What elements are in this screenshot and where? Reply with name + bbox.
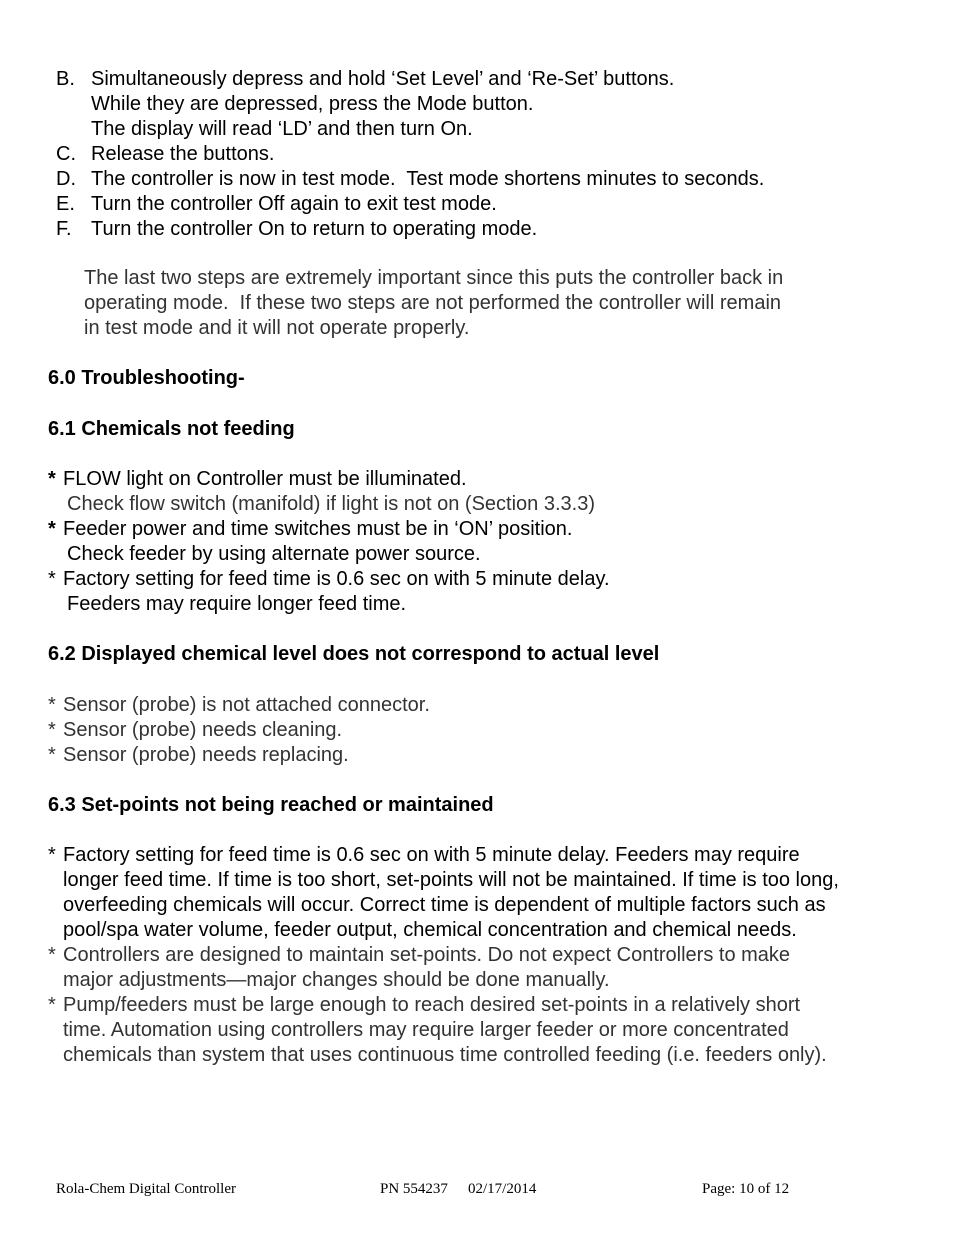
footer-part-number: PN 554237 bbox=[380, 1181, 448, 1197]
step-letter: F. bbox=[56, 218, 72, 240]
item-text: FLOW light on Controller must be illuminated. bbox=[63, 468, 467, 490]
list-item bbox=[48, 843, 928, 943]
bullet-star: * bbox=[48, 468, 56, 490]
item-continuation: Check flow switch (manifold) if light is not on (Section 3.3.3) bbox=[67, 493, 595, 515]
item-line: overfeeding chemicals will occur. Correct time is dependent of multiple factors such as bbox=[63, 894, 826, 916]
step-letter: D. bbox=[56, 168, 76, 190]
step-text: The display will read ‘LD’ and then turn On. bbox=[91, 118, 473, 140]
bullet-star: * bbox=[48, 844, 56, 866]
bullet-star: * bbox=[48, 944, 56, 966]
item-line: pool/spa water volume, feeder output, chemical concentration and chemical needs. bbox=[63, 919, 797, 941]
bullet-star: * bbox=[48, 994, 56, 1016]
step-b bbox=[56, 67, 936, 142]
item-continuation: Feeders may require longer feed time. bbox=[67, 593, 407, 615]
important-note bbox=[84, 266, 884, 341]
note-line: The last two steps are extremely important since this puts the controller back in bbox=[84, 267, 784, 289]
list-item bbox=[48, 743, 928, 768]
list-item bbox=[48, 993, 928, 1068]
step-letter: C. bbox=[56, 143, 76, 165]
item-line: major adjustments—major changes should be done manually. bbox=[63, 969, 610, 991]
list-item bbox=[48, 943, 928, 993]
step-letter: E. bbox=[56, 193, 75, 215]
section-heading-6-3: 6.3 Set-points not being reached or maintained bbox=[48, 794, 494, 816]
bullet-star: * bbox=[48, 568, 56, 590]
step-text: The controller is now in test mode. Test mode shortens minutes to seconds. bbox=[91, 168, 765, 190]
note-line: in test mode and it will not operate properly. bbox=[84, 317, 470, 339]
footer-page-number: Page: 10 of 12 bbox=[702, 1181, 790, 1197]
step-text: Turn the controller On to return to operating mode. bbox=[91, 218, 538, 240]
step-d bbox=[56, 167, 936, 192]
bullet-star: * bbox=[48, 719, 56, 741]
item-text: Feeder power and time switches must be in ‘ON’ position. bbox=[63, 518, 573, 540]
step-text: Simultaneously depress and hold ‘Set Level’ and ‘Re-Set’ buttons. bbox=[91, 68, 675, 90]
list-item bbox=[48, 467, 928, 517]
level-mismatch-list bbox=[48, 693, 928, 768]
list-item bbox=[48, 718, 928, 743]
item-line: time. Automation using controllers may require larger feeder or more concentrated bbox=[63, 1019, 789, 1041]
section-heading-6-0: 6.0 Troubleshooting- bbox=[48, 367, 245, 389]
step-f bbox=[56, 217, 936, 242]
bullet-star: * bbox=[48, 518, 56, 540]
footer-document-title: Rola-Chem Digital Controller bbox=[56, 1181, 236, 1197]
bullet-star: * bbox=[48, 694, 56, 716]
item-line: chemicals than system that uses continuous time controlled feeding (i.e. feeders only). bbox=[63, 1044, 827, 1066]
item-continuation: Check feeder by using alternate power source. bbox=[67, 543, 481, 565]
item-line: Factory setting for feed time is 0.6 sec on with 5 minute delay. Feeders may require bbox=[63, 844, 800, 866]
footer-date: 02/17/2014 bbox=[468, 1181, 537, 1197]
list-item bbox=[48, 693, 928, 718]
section-heading-6-1: 6.1 Chemicals not feeding bbox=[48, 418, 295, 440]
item-line: Pump/feeders must be large enough to reach desired set-points in a relatively short bbox=[63, 994, 801, 1016]
step-letter: B. bbox=[56, 68, 75, 90]
item-line: Controllers are designed to maintain set-points. Do not expect Controllers to make bbox=[63, 944, 791, 966]
step-c bbox=[56, 142, 936, 167]
item-text: Factory setting for feed time is 0.6 sec on with 5 minute delay. bbox=[63, 568, 610, 590]
step-text: Release the buttons. bbox=[91, 143, 275, 165]
bullet-star: * bbox=[48, 744, 56, 766]
note-line: operating mode. If these two steps are not performed the controller will remain bbox=[84, 292, 782, 314]
procedure-steps bbox=[56, 67, 936, 242]
list-item bbox=[48, 517, 928, 567]
set-points-list bbox=[48, 843, 928, 1068]
step-text: Turn the controller Off again to exit test mode. bbox=[91, 193, 497, 215]
item-text: Sensor (probe) is not attached connector. bbox=[63, 694, 430, 716]
list-item bbox=[48, 567, 928, 617]
item-text: Sensor (probe) needs replacing. bbox=[63, 744, 349, 766]
chemicals-not-feeding-list bbox=[48, 467, 928, 617]
item-text: Sensor (probe) needs cleaning. bbox=[63, 719, 343, 741]
step-e bbox=[56, 192, 936, 217]
item-line: longer feed time. If time is too short, set-points will not be maintained. If time is too long, bbox=[63, 869, 839, 891]
step-text: While they are depressed, press the Mode button. bbox=[91, 93, 534, 115]
section-heading-6-2: 6.2 Displayed chemical level does not correspond to actual level bbox=[48, 643, 660, 665]
